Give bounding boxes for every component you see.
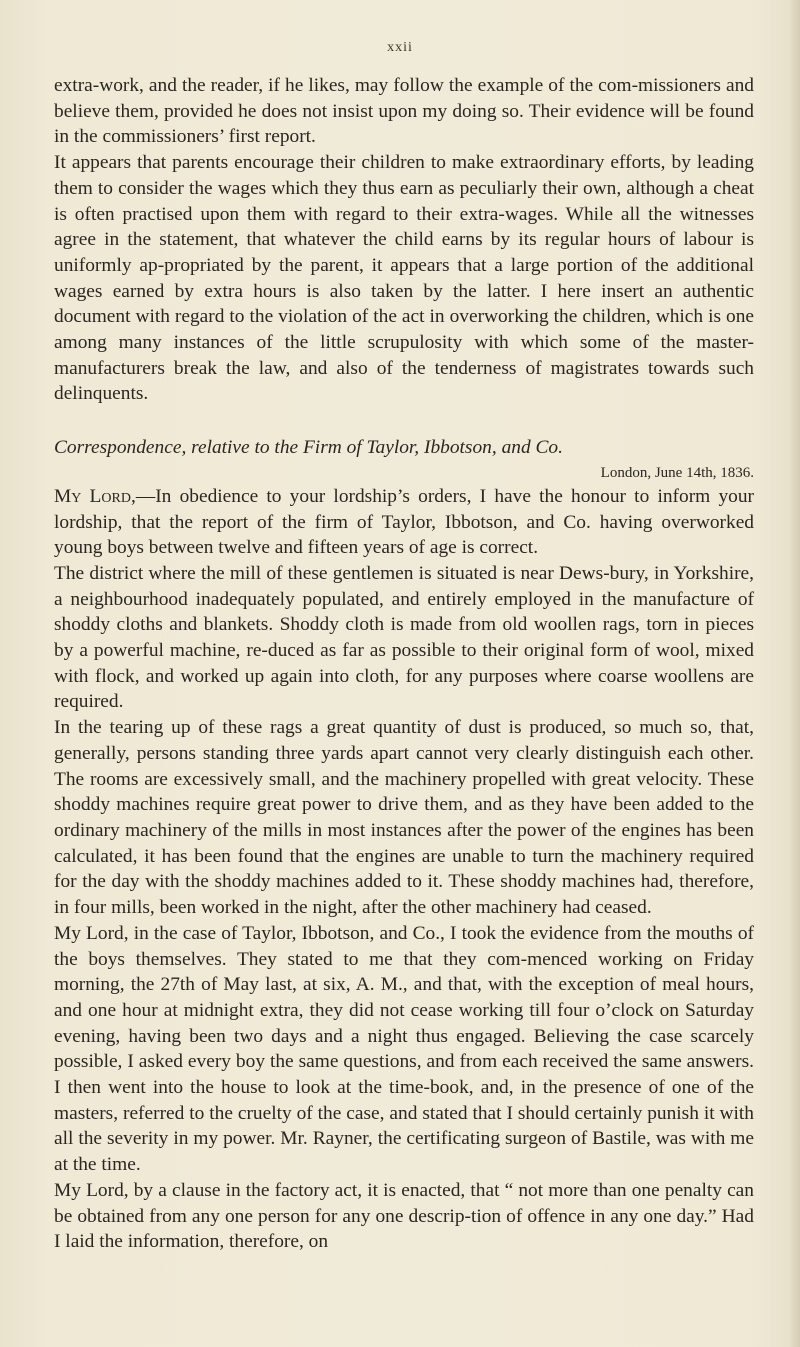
paragraph-evidence: My Lord, in the case of Taylor, Ibbotson, and Co., I took the evidence from the mouths of the boys themselves. They stated to me that they com-menced working on Friday morning, the 27th of May last, at six, A. M., and that, with the exception of meal hours, and one hour at midnight extra, they did not cease working till four o’clock on Saturday evening, having been two days and a night thus engaged. Believing the case scarcely possible, I asked every boy the same questions, and from each received the same answers. I then went into the house to look at the time-book, and, in the presence of one of the masters, referred to the cruelty of the case, and stated that I should certainly punish it with all the severity in my power. Mr. Rayner, the certificating surgeon of Bastile, was with me at the time. bbox=[54, 922, 754, 1176]
paragraph-district: The district where the mill of these gentlemen is situated is near Dews-bury, in Yorkshire, a neighbourhood inadequately populated, and entirely employed in the manufacture of shoddy cloths and blankets. Shoddy cloth is made from old woollen rags, torn in pieces by a powerful machine, re-duced as far as possible to their original form of wool, mixed with flock, and worked up again into cloth, for any purposes where coarse woollens are required. bbox=[54, 562, 754, 713]
letter-dateline: London, June 14th, 1836. bbox=[600, 464, 754, 481]
page-edge-shadow bbox=[788, 0, 800, 1347]
salutation: My Lord, bbox=[54, 485, 136, 507]
paragraph-penalty-clause: My Lord, by a clause in the factory act, it is enacted, that “ not more than one penalty can be obtained from any one person for any one descrip-tion of offence in any one day.” Had I laid the information, therefore, on bbox=[54, 1179, 754, 1253]
page-number: xxii bbox=[387, 40, 413, 55]
section-heading: Correspondence, relative to the Firm of Taylor, Ibbotson, and Co. bbox=[54, 437, 563, 459]
paragraph-parents-wages: It appears that parents encourage their children to make extraordinary efforts, by leading them to consider the wages which they thus earn as peculiarly their own, although a cheat is often practised upon them with regard to their extra-wages. While all the witnesses agree in the statement, that whatever the child earns by its regular hours of labour is uniformly ap-propriated by the parent, it appears that a large portion of the additional wages earned by extra hours is also taken by the latter. I here insert an authentic document with regard to the violation of the act in overworking the children, which is one among many instances of the little scrupulosity with which some of the master-manufacturers break the law, and also of the tenderness of magistrates towards such delinquents. bbox=[54, 152, 754, 405]
body-text bbox=[54, 73, 754, 1255]
paragraph-tearing-rags: In the tearing up of these rags a great quantity of dust is produced, so much so, that, generally, persons standing three yards apart cannot very clearly distinguish each other. The rooms are excessively small, and the machinery propelled with great velocity. These shoddy machines require great power to drive them, and as they have been added to the ordinary machinery of the mills in most instances after the power of the engines has been calculated, it has been found that the engines are unable to turn the machinery required for the day with the shoddy machines added to it. These shoddy machines had, therefore, in four mills, been worked in the night, after the other machinery had ceased. bbox=[54, 717, 754, 919]
paragraph-letter-opening bbox=[54, 484, 754, 561]
letter-opening-text: —In obedience to your lordship’s orders, I have the honour to inform your lordship, that the report of the firm of Taylor, Ibbotson, and Co. having overworked young boys between twelve and fifteen years of age is correct. bbox=[54, 485, 755, 559]
paragraph-continuation: extra-work, and the reader, if he likes, may follow the example of the com-missioners and believe them, provided he does not insist upon my doing so. Their evidence will be found in the commissioners’ first report. bbox=[54, 75, 754, 148]
